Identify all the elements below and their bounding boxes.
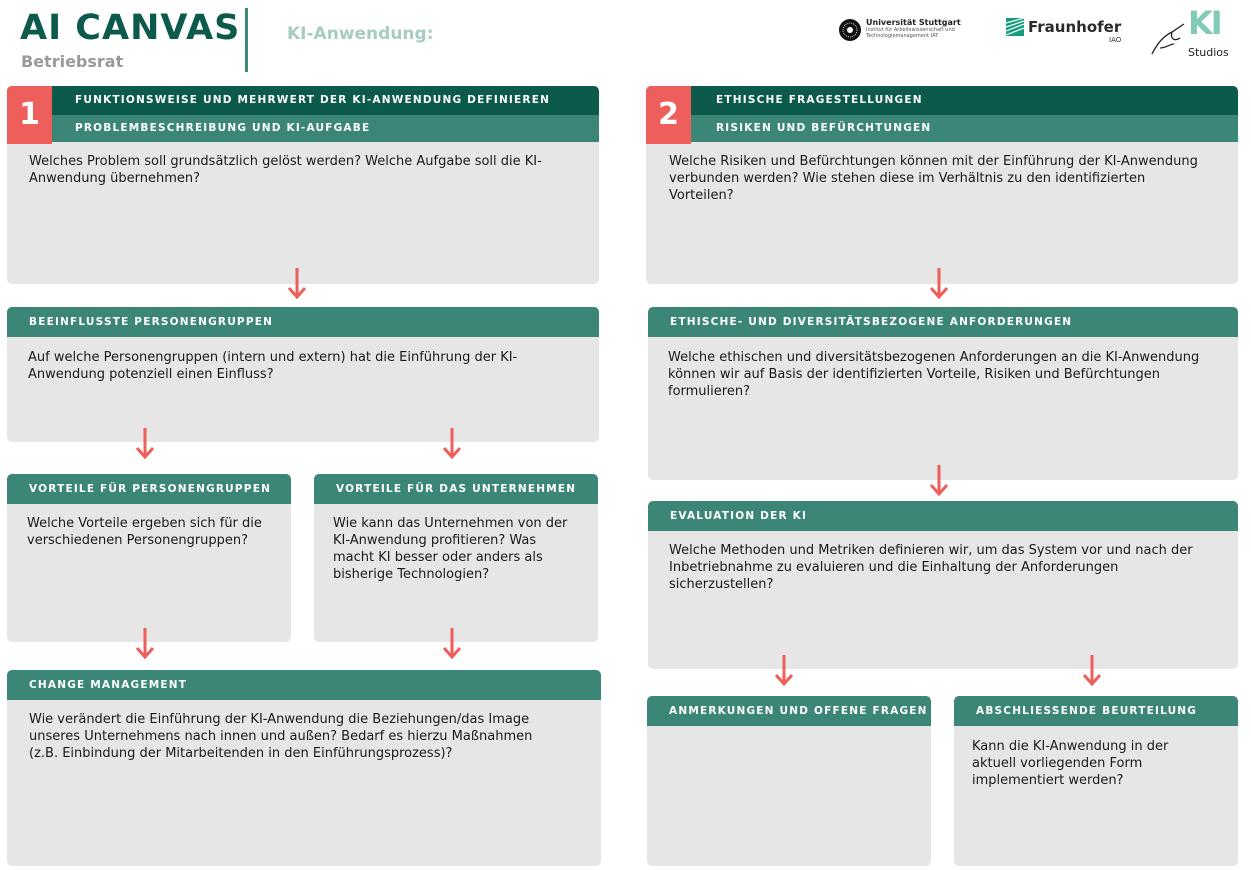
arrow-down-icon xyxy=(929,465,949,497)
ethik-card xyxy=(648,307,1238,480)
evaluation-card xyxy=(648,501,1238,669)
section2-header-bottom: RISIKEN UND BEFÜRCHTUNGEN xyxy=(646,115,1238,142)
section2-question: Welche Risiken und Befürchtungen können mit der Einführung der KI-Anwendung verbunden werden? Wie stehen diese im Verhältnis zu den identifizierten Vorteilen? xyxy=(669,154,1198,203)
vorteile-personen-question: Welche Vorteile ergeben sich für die verschiedenen Personengruppen? xyxy=(27,516,262,548)
fraunhofer-sub: IAO xyxy=(1109,36,1122,44)
fraunhofer-name: Fraunhofer xyxy=(1028,18,1122,36)
evaluation-header: EVALUATION DER KI xyxy=(648,501,1238,531)
section2-header-top: ETHISCHE FRAGESTELLUNGEN xyxy=(646,86,1238,115)
section1-header-top: FUNKTIONSWEISE UND MEHRWERT DER KI-ANWENDUNG DEFINIEREN xyxy=(7,86,599,115)
change-card xyxy=(7,670,601,866)
fraunhofer-mark-icon xyxy=(1006,18,1024,36)
hand-drawing-icon xyxy=(1150,14,1190,59)
arrow-down-icon xyxy=(929,268,949,300)
ki-studios-mark: KI xyxy=(1188,4,1221,42)
personengruppen-question: Auf welche Personengruppen (intern und extern) hat die Einführung der KI-Anwendung potenziell einen Einfluss? xyxy=(28,350,518,382)
section2-number: 2 xyxy=(646,86,691,144)
uni-stuttgart-logo xyxy=(838,18,1001,42)
vorteile-unternehmen-card xyxy=(314,474,598,642)
section1-header-bottom: PROBLEMBESCHREIBUNG UND KI-AUFGABE xyxy=(7,115,599,142)
evaluation-question: Welche Methoden und Metriken definieren wir, um das System vor und nach der Inbetriebnahme zu evaluieren und die Einhaltung der Anforderungen sicherzustellen? xyxy=(669,543,1193,592)
beurteilung-header: ABSCHLIESSENDE BEURTEILUNG xyxy=(954,696,1238,726)
arrow-down-icon xyxy=(1082,655,1102,687)
ki-studios-name: Studios xyxy=(1188,46,1229,59)
beurteilung-question: Kann die KI-Anwendung in der aktuell vorliegenden Form implementiert werden? xyxy=(972,739,1169,788)
vorteile-personen-header: VORTEILE FÜR PERSONENGRUPPEN xyxy=(7,474,291,504)
fraunhofer-logo xyxy=(1006,18,1121,44)
section2-card xyxy=(646,86,1238,284)
section1-number: 1 xyxy=(7,86,52,144)
arrow-down-icon xyxy=(135,628,155,660)
canvas-subtitle: Betriebsrat xyxy=(21,52,124,71)
arrow-down-icon xyxy=(135,428,155,460)
header-divider xyxy=(245,8,248,72)
arrow-down-icon xyxy=(442,428,462,460)
arrow-down-icon xyxy=(774,655,794,687)
uni-institute: Institut für Arbeitswissenschaft und Technologiemanagement IAT xyxy=(866,27,955,39)
beurteilung-card xyxy=(954,696,1238,866)
vorteile-personen-card xyxy=(7,474,291,642)
personengruppen-header: BEEINFLUSSTE PERSONENGRUPPEN xyxy=(7,307,599,337)
change-question: Wie verändert die Einführung der KI-Anwendung die Beziehungen/das Image unseres Unternehmens nach innen und außen? Bedarf es hierzu Maßnahmen (z.B. Einbindung der Mitarbeitenden in den Einführungsprozess)? xyxy=(29,712,533,761)
change-header: CHANGE MANAGEMENT xyxy=(7,670,601,700)
personengruppen-card xyxy=(7,307,599,442)
canvas-title: AI CANVAS xyxy=(20,8,241,48)
vorteile-unternehmen-header: VORTEILE FÜR DAS UNTERNEHMEN xyxy=(314,474,598,504)
anmerkungen-header: ANMERKUNGEN UND OFFENE FRAGEN xyxy=(647,696,931,726)
ethik-question: Welche ethischen und diversitätsbezogenen Anforderungen an die KI-Anwendung können wir auf Basis der identifizierten Vorteile, Risiken und Befürchtungen formulieren? xyxy=(668,350,1200,399)
arrow-down-icon xyxy=(442,628,462,660)
arrow-down-icon xyxy=(287,268,307,300)
ethik-header: ETHISCHE- UND DIVERSITÄTSBEZOGENE ANFORDERUNGEN xyxy=(648,307,1238,337)
ki-studios-logo xyxy=(1150,6,1232,62)
anmerkungen-card xyxy=(647,696,931,866)
ki-anwendung-label: KI-Anwendung: xyxy=(287,24,434,44)
section1-card xyxy=(7,86,599,284)
vorteile-unternehmen-question: Wie kann das Unternehmen von der KI-Anwendung profitieren? Was macht KI besser oder anders als bisherige Technologien? xyxy=(333,516,568,582)
uni-name: Universität Stuttgart xyxy=(866,18,961,27)
uni-stuttgart-seal-icon xyxy=(838,18,862,42)
section1-question: Welches Problem soll grundsätzlich gelöst werden? Welche Aufgabe soll die KI-Anwendung übernehmen? xyxy=(29,154,542,186)
